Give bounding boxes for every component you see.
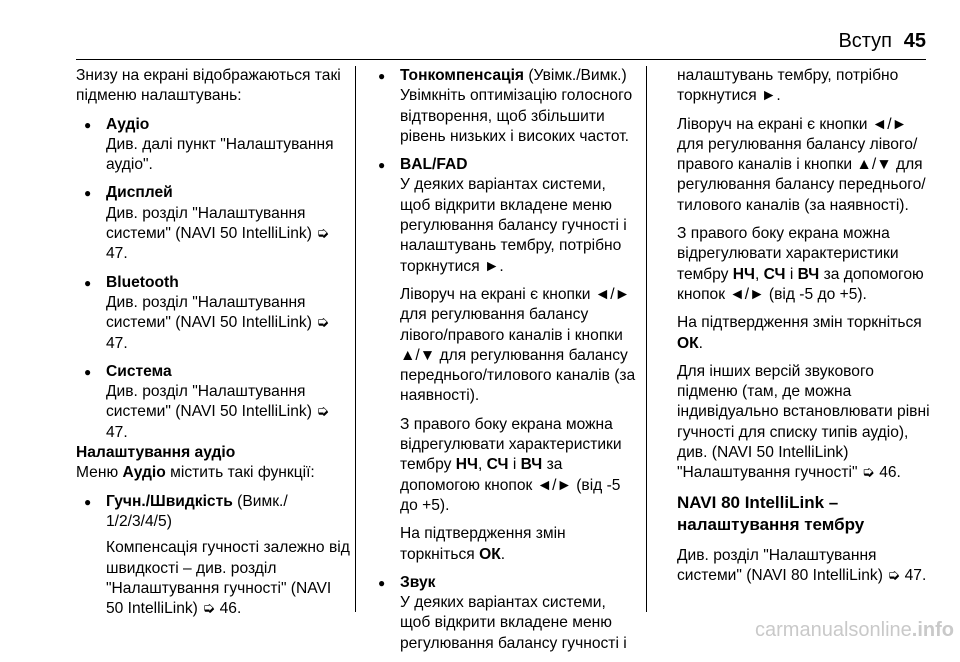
watermark: carmanualsonline.info [755, 619, 954, 641]
section-heading: NAVI 80 IntelliLink – налаштування тембру [677, 492, 865, 534]
column-3 [677, 66, 937, 594]
section-heading: Налаштування аудіо [76, 444, 236, 462]
item-label: Система [106, 362, 172, 380]
bullet-icon: ● [84, 275, 92, 290]
paragraph: Див. розділ "Налаштування системи" (NAVI 80 IntelliLink) ➭ 47. [677, 546, 927, 584]
column-2 [370, 66, 640, 662]
item-text: З правого боку екрана можна відрегулювати характеристики тембру НЧ, СЧ і ВЧ за допомогою кнопок ◄/► (від -5 до +5). [400, 415, 622, 514]
list-item [76, 115, 351, 176]
column-divider-1 [355, 66, 356, 612]
item-text: На підтвердження змін торкніться ОК. [400, 525, 566, 563]
paragraph: Ліворуч на екрані є кнопки ◄/► для регулювання балансу лівого/правого каналів і кнопки ▲/▼ для регулювання балансу переднього/тилового каналів (за наявності). [677, 115, 926, 214]
bullet-icon: ● [84, 186, 92, 201]
column-divider-2 [646, 66, 647, 612]
column-1 [76, 66, 351, 627]
page-title: Вступ [838, 30, 892, 52]
item-text: Ліворуч на екрані є кнопки ◄/► для регулювання балансу лівого/правого каналів і кнопки ▲/▼ для регулювання балансу переднього/тилового каналів (за наявності). [400, 285, 636, 405]
item-text: Компенсація гучності залежно від швидкості – див. розділ "Налаштування гучності" (NAVI 50 IntelliLink) ➭ 46. [106, 539, 350, 618]
bullet-icon: ● [378, 575, 386, 590]
item-label: Bluetooth [106, 273, 179, 291]
item-text: Див. розділ "Налаштування системи" (NAVI 50 IntelliLink) ➭ 47. [106, 293, 330, 352]
item-text: Див. розділ "Налаштування системи" (NAVI 50 IntelliLink) ➭ 47. [106, 383, 330, 441]
paragraph: Для інших версій звукового підменю (там, де можна індивідуально встановлювати рівні гучності для списку типів аудіо), див. (NAVI 50 IntelliLink) "Налаштування гучності" ➭ 46. [677, 362, 930, 482]
item-text: Див. далі пункт "Налаштування аудіо". [106, 135, 334, 174]
bullet-icon: ● [378, 158, 386, 173]
list-item [76, 492, 351, 620]
intro-paragraph: Знизу на екрані відображаються такі підменю налаштувань: [76, 67, 341, 105]
list-item [76, 362, 351, 443]
item-text: Див. розділ "Налаштування системи" (NAVI 50 IntelliLink) ➭ 47. [106, 204, 330, 263]
bullet-icon: ● [84, 494, 92, 509]
list-item [370, 66, 640, 147]
paragraph: На підтвердження змін торкніться ОК. [677, 314, 922, 352]
item-label: Звук [400, 573, 436, 591]
list-item [76, 183, 351, 264]
list-item [76, 273, 351, 354]
bullet-icon: ● [84, 117, 92, 132]
header-divider [76, 59, 926, 60]
item-text: У деяких варіантах системи, щоб відкрити вкладене меню регулювання балансу гучності і [400, 594, 627, 652]
item-label: Дисплей [106, 184, 173, 202]
item-text: У деяких варіантах системи, щоб відкрити вкладене меню регулювання балансу гучності і налаштувань тембру, потрібно торкнутися ►. [400, 176, 627, 275]
item-label: Тонкомпенсація (Увімк./Вимк.) [400, 67, 627, 84]
item-label: BAL/FAD [400, 156, 468, 174]
menu-paragraph: Меню Аудіо містить такі функції: [76, 464, 315, 482]
page-header [0, 0, 960, 60]
item-label: Гучн./Швидкість (Вимк./ 1/2/3/4/5) [106, 492, 288, 530]
list-item [370, 155, 640, 565]
item-text: Увімкніть оптимізацію голосного відтворення, щоб збільшити рівень низьких і високих частот. [400, 87, 633, 145]
bullet-icon: ● [378, 69, 386, 83]
paragraph: налаштувань тембру, потрібно торкнутися ►. [677, 67, 899, 105]
item-label: Аудіо [106, 115, 150, 133]
page-number: 45 [903, 30, 926, 52]
bullet-icon: ● [84, 364, 92, 379]
paragraph: З правого боку екрана можна відрегулювати характеристики тембру НЧ, СЧ і ВЧ за допомогою кнопок ◄/► (від -5 до +5). [677, 225, 924, 303]
